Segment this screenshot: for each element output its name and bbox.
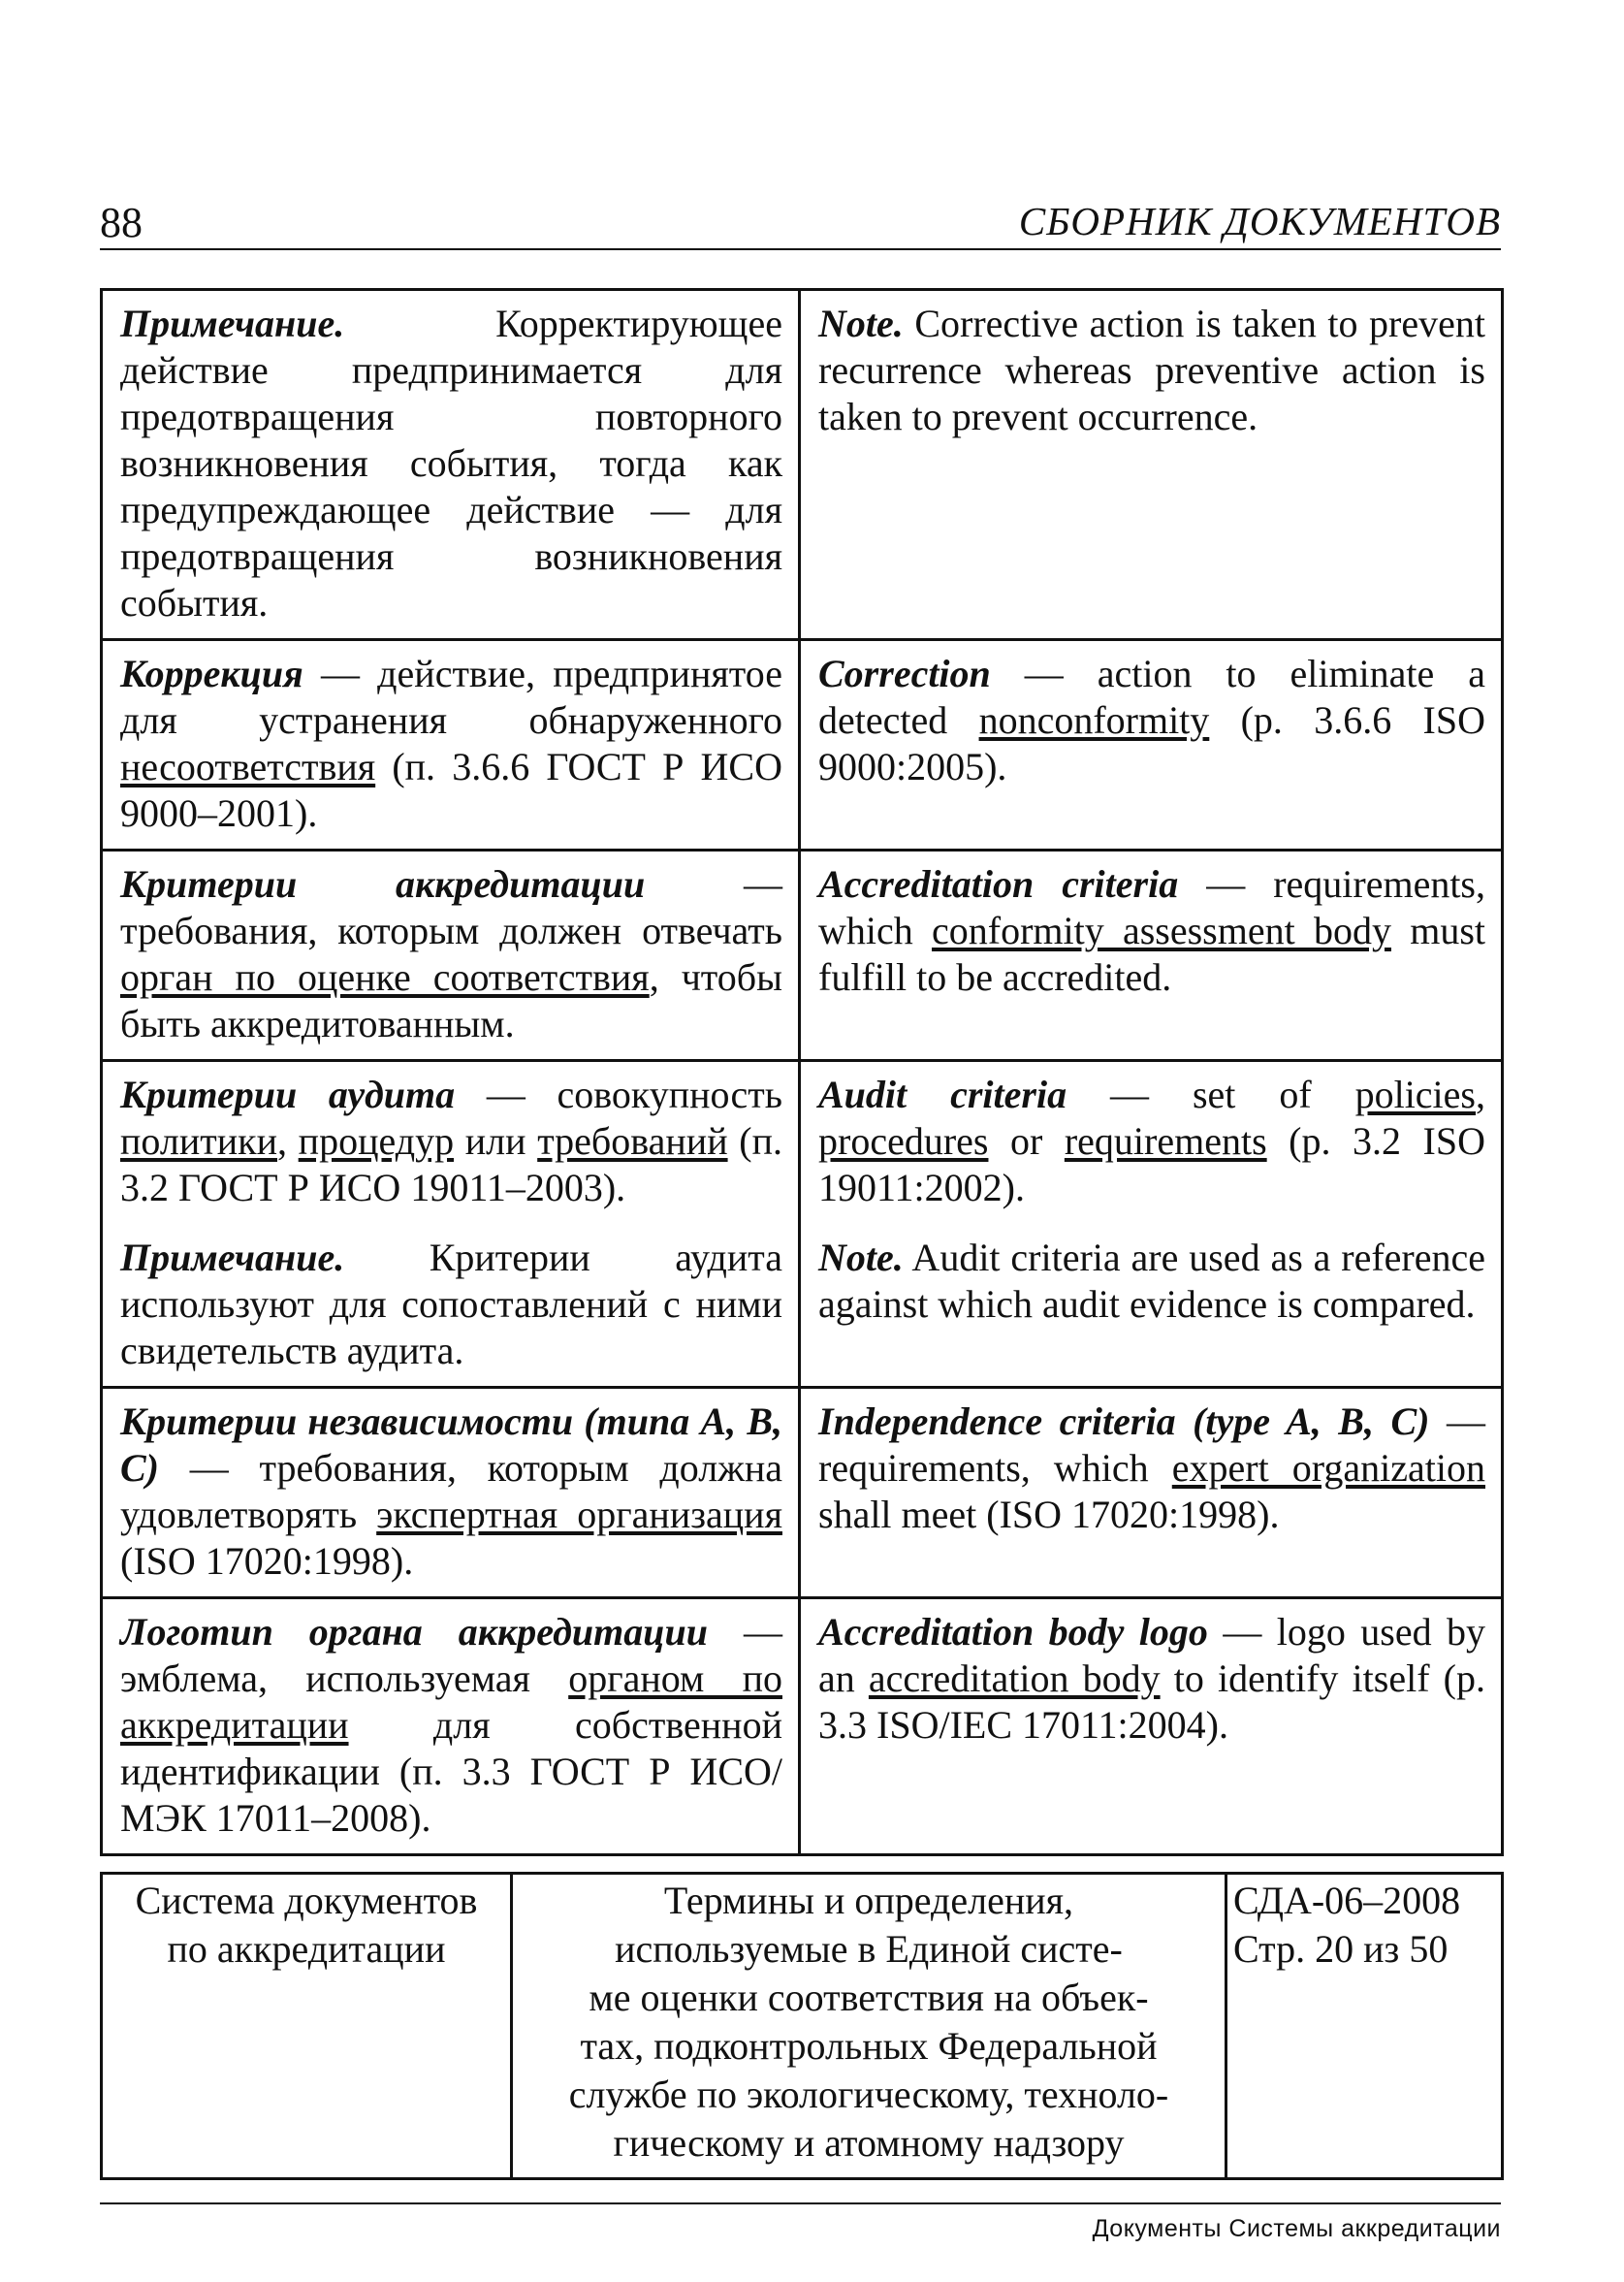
definition-text: (п. 3.2 ГОСТ Р ИСО 19011–2003). [120,1119,782,1209]
footer-title-line: Термины и определения, [663,1879,1074,1922]
cross-reference: процедур [298,1119,455,1163]
term-name: Independence criteria (type A, B, C) [818,1399,1430,1443]
footer-title-line: тах, подконтрольных Федеральной [580,2024,1158,2068]
russian-definition-cell [102,290,800,640]
term-name: Audit criteria [818,1073,1067,1116]
footer-title-line: используемые в Единой систе- [615,1927,1123,1971]
definition-text: must fulfill to be accredited. [818,909,1485,999]
footer-title-line: ме оценки соответствия на объек- [589,1976,1149,2019]
page-counter: Стр. 20 из 50 [1233,1927,1449,1971]
term-name: Коррекция [120,652,303,695]
footer-table-row [102,1874,1503,2179]
footer-code-cell [1226,1874,1503,2179]
definition-text: — logo used by an [818,1610,1485,1700]
document-code: СДА-06–2008 [1233,1879,1461,1922]
definition-text: — требования, которым должен отвечать [120,862,783,952]
definition-text: — set of [1067,1073,1355,1116]
footer-title-cell [512,1874,1226,2179]
term-name: Критерии независимости (типа A, B, C) [120,1399,782,1490]
russian-definition-cell [102,640,800,851]
term-name: Accreditation criteria [818,862,1179,906]
definition-text: to identify itself (p. 3.3 ISO/IEC 17011:2004). [818,1656,1485,1747]
english-definition-cell [800,851,1503,1061]
english-definition-cell [800,1061,1503,1224]
footer-title-line: службе по экологическому, техноло- [568,2073,1169,2116]
term-name: Note. [818,1236,904,1279]
cross-reference: требований [537,1119,728,1163]
running-title: СБОРНИК ДОКУМЕНТОВ [1018,199,1501,243]
term-name: Критерии аудита [120,1073,456,1116]
russian-definition-cell [102,1223,800,1388]
page-header [100,194,1501,250]
footer-system-line: Система документов [135,1879,478,1922]
term-name: Note. [818,302,904,345]
definition-text: — requirements, which [818,1399,1486,1490]
definition-text: — требования, которым должна удовлетворять [120,1446,782,1536]
cross-reference: несоответствия [120,745,376,788]
english-definition-cell [800,290,1503,640]
cross-reference: requirements [1064,1119,1267,1163]
definition-text: , чтобы быть аккредитованным. [120,955,782,1045]
english-definition-cell [800,1223,1503,1388]
page-number: 88 [100,199,143,246]
cross-reference: expert organization [1171,1446,1486,1490]
definition-text: , [276,1119,299,1163]
definition-text: Критерии аудита используют для сопоставлений с ними свидетельств аудита. [120,1236,782,1372]
bottom-rule [100,2202,1501,2204]
definition-text: — эмблема, используемая [120,1610,783,1700]
definition-text: shall meet (ISO 17020:1998). [818,1493,1280,1536]
definition-text: (p. 3.2 ISO 19011:2002). [818,1119,1485,1209]
definition-text: — действие, предпринятое для устранения обнаруженного [120,652,782,742]
definition-text: , [1476,1073,1485,1116]
term-name: Логотип органа аккредитации [120,1610,709,1654]
english-definition-cell [800,1388,1503,1598]
term-row [102,290,1503,640]
bottom-caption: Документы Системы аккредитации [1092,2215,1501,2242]
english-definition-cell [800,640,1503,851]
definition-text: — совокупность [455,1073,782,1116]
document-footer-table [100,1872,1504,2180]
russian-definition-cell [102,1388,800,1598]
definition-text: или [454,1119,538,1163]
cross-reference: nonconformity [978,698,1210,742]
cross-reference: экспертная организация [376,1493,782,1536]
cross-reference: accreditation body [868,1656,1161,1700]
cross-reference: procedures [818,1119,989,1163]
definition-text: Audit criteria are used as a reference against which audit evidence is compared. [818,1236,1485,1326]
terms-table [100,288,1504,1856]
definition-text: or [988,1119,1065,1163]
definition-text: для собственной идентификации (п. 3.3 ГОСТ Р ИСО/МЭК 17011–2008). [120,1703,782,1840]
term-row [102,1061,1503,1224]
definition-text: — action to eliminate a detected [818,652,1485,742]
cross-reference: политики [120,1119,277,1163]
definition-text: — requirements, which [818,862,1485,952]
cross-reference: policies [1354,1073,1476,1116]
definition-text: (ISO 17020:1998). [120,1539,414,1583]
term-row [102,851,1503,1061]
footer-system-line: по аккредитации [167,1927,446,1971]
cross-reference: conformity assessment body [932,909,1391,952]
definition-text: Corrective action is taken to prevent recurrence whereas preventive action is taken to prevent occurrence. [818,302,1485,438]
term-row [102,1388,1503,1598]
term-note-row [102,1223,1503,1388]
russian-definition-cell [102,1598,800,1855]
definition-text: Корректирующее действие предпринимается для предотвращения повторного возникновения события, тогда как предупреждающее действие — для предотвращения возникновения события. [120,302,782,625]
cross-reference: орган по оценке соответствия [120,955,650,999]
term-name: Примечание. [120,1236,345,1279]
term-row [102,640,1503,851]
term-row [102,1598,1503,1855]
footer-title-line: гическому и атомному надзору [613,2121,1125,2165]
term-name: Критерии аккредитации [120,862,646,906]
russian-definition-cell [102,851,800,1061]
term-name: Correction [818,652,991,695]
footer-system-cell [102,1874,512,2179]
definition-text: (p. 3.6.6 ISO 9000:2005). [818,698,1485,788]
russian-definition-cell [102,1061,800,1224]
term-name: Примечание. [120,302,345,345]
definition-text: (п. 3.6.6 ГОСТ Р ИСО 9000–2001). [120,745,782,835]
cross-reference: органом по аккредитации [120,1656,782,1747]
english-definition-cell [800,1598,1503,1855]
term-name: Accreditation body logo [818,1610,1208,1654]
terms-table-body [102,290,1503,1855]
